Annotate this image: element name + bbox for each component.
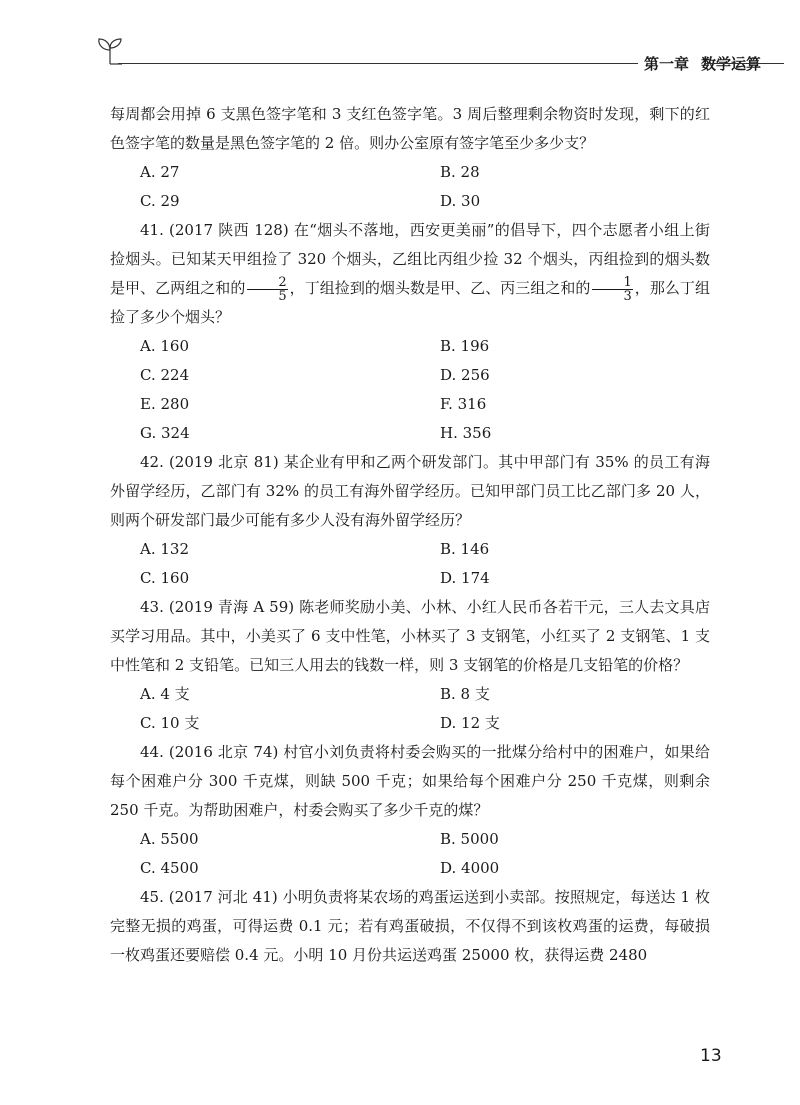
- option: C. 160: [140, 569, 190, 587]
- frac2-denominator: 3: [623, 288, 632, 304]
- option: B. 8 支: [440, 685, 490, 703]
- option: D. 12 支: [440, 714, 500, 732]
- option: C. 29: [140, 192, 180, 210]
- fraction-two-fifths: [247, 276, 287, 303]
- section-label: 数学运算: [701, 55, 762, 73]
- question-43-options: [110, 680, 710, 738]
- option: B. 5000: [440, 830, 499, 848]
- frac1-numerator: 2: [247, 276, 287, 290]
- option: A. 5500: [140, 830, 199, 848]
- q41-part3: ，那么丁组捡了多少个烟头？: [110, 279, 710, 326]
- option: B. 146: [440, 540, 490, 558]
- option: D. 4000: [440, 859, 500, 877]
- option: E. 280: [140, 395, 190, 413]
- option: A. 27: [140, 163, 180, 181]
- option: G. 324: [140, 424, 190, 442]
- option: D. 30: [440, 192, 481, 210]
- option: D. 256: [440, 366, 490, 384]
- fraction-one-third: [592, 276, 632, 303]
- option: C. 224: [140, 366, 190, 384]
- option: F. 316: [440, 395, 487, 413]
- option: B. 196: [440, 337, 490, 355]
- page-content: [110, 100, 710, 970]
- sprout-icon: [96, 36, 124, 66]
- intro-options: [110, 158, 710, 216]
- question-42-options: [110, 535, 710, 593]
- page-number: 13: [700, 1046, 722, 1066]
- chapter-label: 第一章: [644, 55, 690, 73]
- question-43-stem: 43. (2019 青海 A 59) 陈老师奖励小美、小林、小红人民币各若干元，三人去文具店买学习用品。其中，小美买了 6 支中性笔，小林买了 3 支钢笔，小红买了 2 支钢笔、1 支中性笔和 2 支铅笔。已知三人用去的钱数一样，则 3 支钢笔的价格是几支铅笔的价格？: [110, 598, 710, 674]
- option: A. 132: [140, 540, 189, 558]
- option: D. 174: [440, 569, 490, 587]
- option: B. 28: [440, 163, 480, 181]
- page-header: [96, 36, 784, 76]
- question-41-options: [110, 332, 710, 448]
- question-45-stem: 45. (2017 河北 41) 小明负责将某农场的鸡蛋运送到小卖部。按照规定，每送达 1 枚完整无损的鸡蛋，可得运费 0.1 元；若有鸡蛋破损，不仅得不到该枚鸡蛋的运费，每破损一枚鸡蛋还要赔偿 0.4 元。小明 10 月份共运送鸡蛋 25000 枚，获得运费 2480: [110, 888, 710, 964]
- frac1-denominator: 5: [278, 288, 287, 304]
- option: H. 356: [440, 424, 492, 442]
- option: C. 4500: [140, 859, 199, 877]
- header-rule-left: [118, 63, 638, 64]
- question-42-stem: 42. (2019 北京 81) 某企业有甲和乙两个研发部门。其中甲部门有 35% 的员工有海外留学经历，乙部门有 32% 的员工有海外留学经历。已知甲部门员工比乙部门多 20 人，则两个研发部门最少可能有多少人没有海外留学经历？: [110, 453, 710, 529]
- q41-part2: ，丁组捡到的烟头数是甲、乙、丙三组之和的: [289, 279, 591, 297]
- question-41-stem: [110, 216, 710, 332]
- header-rule-right: [704, 63, 784, 64]
- option: A. 4 支: [140, 685, 190, 703]
- frac2-numerator: 1: [592, 276, 632, 290]
- option: C. 10 支: [140, 714, 200, 732]
- q41-part1: 41. (2017 陕西 128) 在“烟头不落地，西安更美丽”的倡导下，四个志愿者小组上街捡烟头。已知某天甲组捡了 320 个烟头，乙组比丙组少捡 32 个烟头，丙组捡到的烟头数是甲、乙两组之和的: [110, 221, 710, 297]
- question-44-options: [110, 825, 710, 883]
- intro-text: 每周都会用掉 6 支黑色签字笔和 3 支红色签字笔。3 周后整理剩余物资时发现，剩下的红色签字笔的数量是黑色签字笔的 2 倍。则办公室原有签字笔至少多少支？: [110, 105, 710, 152]
- option: A. 160: [140, 337, 189, 355]
- question-44-stem: 44. (2016 北京 74) 村官小刘负责将村委会购买的一批煤分给村中的困难户，如果给每个困难户分 300 千克煤，则缺 500 千克；如果给每个困难户分 250 千克煤，则剩余 250 千克。为帮助困难户，村委会购买了多少千克的煤？: [110, 743, 710, 819]
